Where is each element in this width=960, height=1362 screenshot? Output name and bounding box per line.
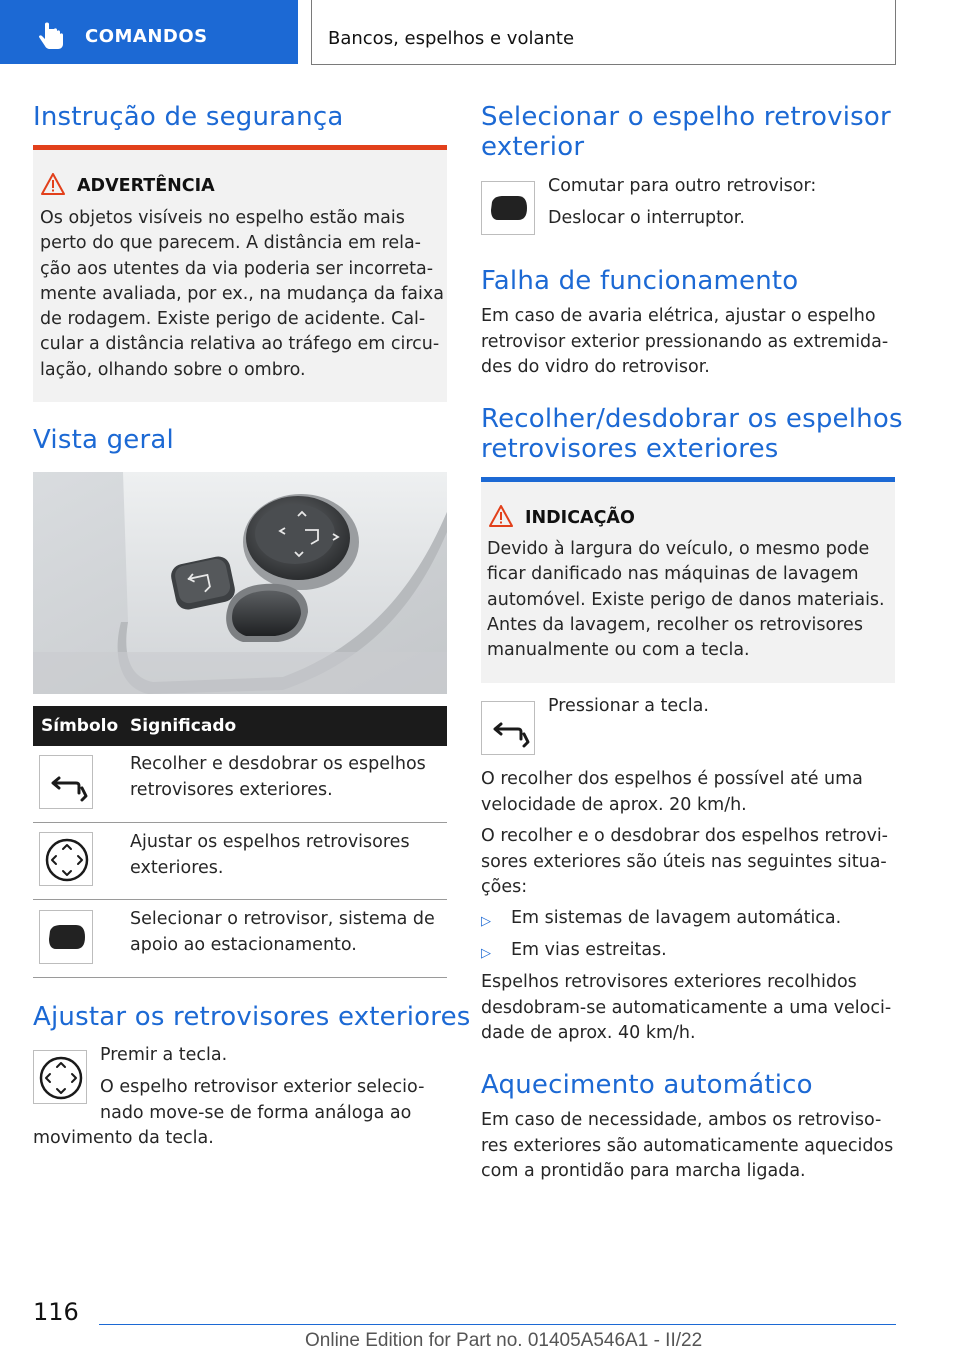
fold-mirror-icon — [39, 755, 93, 809]
adjust-step-1: Premir a tecla. — [100, 1045, 228, 1065]
press-key-step: Pressionar a tecla. — [548, 696, 709, 716]
fault-heading: Falha de funcionamento — [481, 266, 799, 296]
adjust-step-2: O espelho retrovisor exterior selecio- — [100, 1077, 425, 1097]
section-label: COMANDOS — [85, 26, 208, 47]
fold-heading: Recolher/desdobrar os espelhos retrovisores exteriores — [481, 404, 903, 464]
bullet-marker: ▷ — [481, 914, 491, 929]
table-divider — [33, 899, 447, 900]
warning-bar — [33, 145, 447, 150]
heat-text: Em caso de necessidade, ambos os retroviso- res exteriores são automaticamente aquecidos com a prontidão para marcha ligada. — [481, 1110, 894, 1181]
footer-divider — [99, 1324, 896, 1325]
table-divider — [33, 822, 447, 823]
footer-edition: Online Edition for Part no. 01405A546A1 - II/22 — [305, 1330, 703, 1351]
chapter-title: Bancos, espelhos e volante — [328, 28, 575, 49]
mirror-adjust-icon — [33, 1050, 87, 1104]
warning-text: Os objetos visíveis no espelho estão mais perto do que parecem. A distância em rela- ção aos utentes da via poderia ser incorreta- mente avaliada, por ex., na mudança da faixa de rodagem. Existe perigo de acidente. Cal- cular a distância relativa ao tráfego em circu- lação, olhando sobre o ombro. — [40, 208, 444, 380]
warning-triangle-icon — [41, 173, 65, 199]
adjust-step-3: nado move-se de forma análoga ao — [100, 1103, 412, 1123]
adjust-step-4: movimento da tecla. — [33, 1128, 214, 1148]
table-divider — [33, 977, 447, 978]
warning-title: ADVERTÊNCIA — [77, 176, 215, 196]
safety-heading: Instrução de segurança — [33, 102, 344, 132]
adjust-heading: Ajustar os retrovisores exteriores — [33, 1002, 471, 1032]
fault-text: Em caso de avaria elétrica, ajustar o espelho retrovisor exterior pressionando as extremida- des do vidro do retrovisor. — [481, 306, 889, 377]
notice-text: Devido à largura do veículo, o mesmo pode ficar danificado nas máquinas de lavagem automóvel. Existe perigo de danos materiais. Antes da lavagem, recolher os retrovisores manualmente ou com a tecla. — [487, 539, 885, 661]
fold-para-1: O recolher dos espelhos é possível até uma velocidade de aprox. 20 km/h. — [481, 769, 863, 815]
warning-triangle-icon — [489, 505, 513, 531]
select-step-1: Comutar para outro retrovisor: — [548, 176, 817, 196]
notice-title: INDICAÇÃO — [525, 508, 635, 528]
mirror-adjust-icon — [39, 832, 93, 886]
table-row-2-text: Ajustar os espelhos retrovisores exteriores. — [130, 832, 410, 878]
hand-pointer-icon — [36, 22, 66, 56]
select-heading: Selecionar o espelho retrovisor exterior — [481, 102, 891, 162]
notice-bar — [481, 477, 895, 482]
mirror-select-icon — [481, 181, 535, 235]
overview-heading: Vista geral — [33, 425, 174, 455]
bullet-marker: ▷ — [481, 946, 491, 961]
select-step-2: Deslocar o interruptor. — [548, 208, 745, 228]
notice-callout — [481, 477, 895, 683]
col-meaning: Significado — [130, 716, 237, 736]
fold-para-3: Espelhos retrovisores exteriores recolhidos desdobram-se automaticamente a uma veloci- dade de aprox. 40 km/h. — [481, 972, 892, 1043]
table-row-1-text: Recolher e desdobrar os espelhos retrovisores exteriores. — [130, 754, 426, 800]
page-number: 116 — [33, 1298, 79, 1326]
col-symbol: Símbolo — [41, 716, 119, 736]
chapter-header — [311, 0, 896, 65]
fold-para-2: O recolher e o desdobrar dos espelhos retrovi- sores exteriores são úteis nas seguintes situa- ções: — [481, 826, 888, 897]
warning-callout — [33, 145, 447, 402]
section-tab[interactable] — [0, 0, 298, 64]
heat-heading: Aquecimento automático — [481, 1070, 813, 1100]
mirror-control-switch-photo — [33, 472, 447, 694]
table-row-3-text: Selecionar o retrovisor, sistema de apoio ao estacionamento. — [130, 909, 435, 955]
fold-mirror-icon — [481, 701, 535, 755]
mirror-select-icon — [39, 910, 93, 964]
symbol-table-header — [33, 706, 447, 746]
